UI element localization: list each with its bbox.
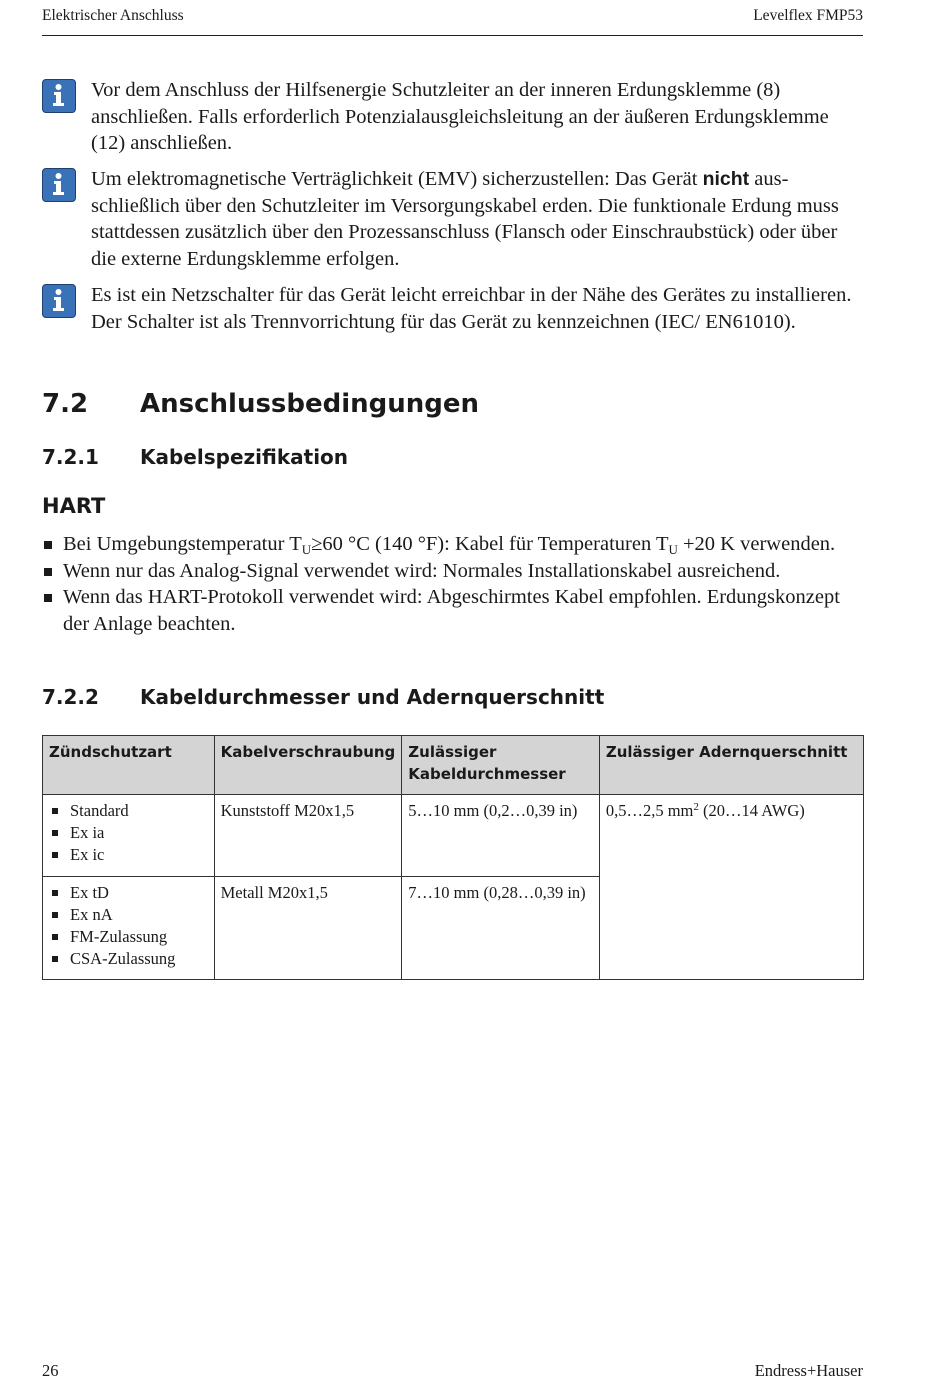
cable-spec-table [42, 735, 864, 980]
table-cell-gland: Kunststoff M20x1,5 [214, 795, 402, 877]
note-text: Es ist ein Netzschalter für das Gerät leicht erreichbar in der Nähe des Gerätes zu installieren. Der Schalter ist als Trennvorrichtung für das Gerät zu kennzeichnen (IEC/ EN61010). [91, 284, 852, 333]
hart-bullet-list [42, 531, 863, 637]
column-header: Kabelverschraubung [214, 736, 402, 795]
list-item: FM-Zulassung [49, 926, 208, 948]
list-item: Wenn nur das Analog-Signal verwendet wird: Normales Installationskabel ausreichend. [42, 558, 863, 585]
table-cell-protection [43, 877, 215, 980]
list-item: Ex ic [49, 844, 208, 866]
note-text: Um elektromagnetische Verträglichkeit (EMV) sicherzustellen: Das Gerät nicht ausschließlich über den Schutzleiter im Versorgungskabel erden. Die funktionale Erdung muss stattdessen zusätzlich über den Prozessanschluss (Flansch oder Einschraubstück) oder über die externe Erdungsklemme erfolgen. [91, 168, 839, 270]
info-note-mains-switch [42, 282, 863, 335]
subsection-heading-cable-spec: 7.2.1 Kabelspezifikation [42, 445, 349, 469]
table-cell-gland: Metall M20x1,5 [214, 877, 402, 980]
page-number: 26 [42, 1361, 59, 1380]
running-header-product: Levelflex FMP53 [753, 7, 863, 24]
table-header-row [43, 736, 864, 795]
list-item: Bei Umgebungstemperatur $T_U\ge 60$ °C (140 °F): Kabel für Temperaturen $T_U +20$ K verwenden. [42, 531, 863, 558]
list-item: Ex nA [49, 904, 208, 926]
subsection-heading-cable-diameter: 7.2.2 Kabeldurchmesser und Adernquerschnitt [42, 685, 605, 709]
emphasis-nicht: nicht [702, 168, 750, 190]
list-item: Ex tD [49, 882, 208, 904]
table-cell-diameter: 5…10 mm (0,2…0,39 in) [402, 795, 600, 877]
column-header: Zulässiger Adernquerschnitt [599, 736, 863, 795]
table-row [43, 795, 864, 877]
info-icon [42, 168, 76, 202]
list-item: Ex ia [49, 822, 208, 844]
header-rule [42, 35, 863, 36]
running-header-chapter: Elektrischer Anschluss [42, 7, 184, 24]
list-item: Wenn das HART-Protokoll verwendet wird: Abgeschirmtes Kabel empfohlen. Erdungskonzept der Anlage beachten. [42, 584, 863, 637]
list-item: Standard [49, 800, 208, 822]
section-heading: 7.2 Anschlussbedingungen [42, 389, 480, 419]
footer-brand: Endress+Hauser [754, 1361, 863, 1380]
table-cell-diameter: 7…10 mm (0,28…0,39 in) [402, 877, 600, 980]
note-text: Vor dem Anschluss der Hilfsenergie Schutzleiter an der inneren Erdungsklemme (8) anschließen. Falls erforderlich Potenzialausgleichsleitung an der äußeren Erdungsklemme (12) anschließen. [91, 79, 829, 154]
info-icon [42, 79, 76, 113]
list-item: CSA-Zulassung [49, 948, 208, 970]
info-note-grounding [42, 77, 863, 157]
hart-heading: HART [42, 494, 106, 518]
table-cell-protection [43, 795, 215, 877]
column-header: Zulässiger Kabeldurchmesser [402, 736, 600, 795]
info-icon [42, 284, 76, 318]
column-header: Zündschutzart [43, 736, 215, 795]
info-note-emc [42, 166, 863, 272]
table-cell-cross-section: 0,5…2,5 $mm^2$ (20…14 AWG) [599, 795, 863, 980]
